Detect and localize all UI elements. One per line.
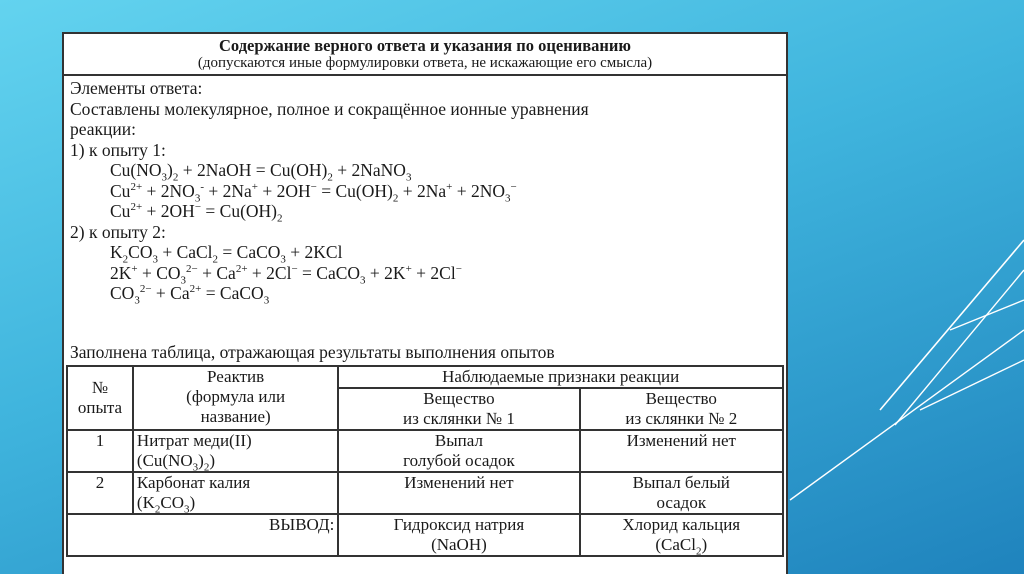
table-caption: Заполнена таблица, отражающая результаты выполнения опытов (70, 342, 555, 362)
table-header-row (67, 366, 783, 388)
header-substance-1: Вещество из склянки № 1 (338, 388, 579, 430)
equation-short-ionic-1: $Cu^{2+} + 2OH^- = Cu(OH)_2$ (110, 201, 283, 225)
equation-molecular-1: $Cu(NO_3)_2$ + 2NaOH = $Cu(OH)_2$ + 2NaNO$_3$ (110, 160, 412, 184)
table-conclusion-row (67, 514, 783, 556)
row-1-reagent: Нитрат меди(II) $(Cu(NO_3)_2)$ (133, 430, 338, 472)
equation-full-ionic-1: $Cu^{2+} + 2NO_3^- + 2Na^+ + 2OH^- = Cu(OH)_2 + 2Na^+ + 2NO_3^-$ (110, 180, 517, 204)
document-title: Содержание верного ответа и указания по оцениванию (219, 36, 631, 55)
row-1-substance-2: Изменений нет (580, 430, 783, 472)
document-subtitle: (допускаются иные формулировки ответа, не искажающие его смысла) (197, 55, 653, 71)
intro-line-1: Составлены молекулярное, полное и сокращённое ионные уравнения (70, 98, 589, 119)
header-reagent: Реактив (формула или название) (133, 366, 338, 430)
experiment-2-label: 2) к опыту 2: (70, 221, 166, 242)
conclusion-substance-1: Гидроксид натрия (NaOH) (338, 514, 579, 556)
row-1-number: 1 (67, 430, 133, 472)
row-1-substance-1: Выпал голубой осадок (338, 430, 579, 472)
row-2-number: 2 (67, 472, 133, 514)
header-substance-2: Вещество из склянки № 2 (580, 388, 783, 430)
table-row (67, 430, 783, 472)
equation-molecular-2: $K_2CO_3$ + CaCl$_2$ = CaCO$_3$ + 2KCl (110, 242, 343, 266)
row-2-substance-1: Изменений нет (338, 472, 579, 514)
intro-line-2: реакции: (70, 119, 136, 139)
results-table (66, 365, 784, 557)
equation-short-ionic-2: $CO_3^{2-} + Ca^{2+}$ = CaCO$_3$ (110, 283, 270, 307)
answer-document (62, 32, 788, 574)
row-2-reagent: Карбонат калия $(K_2CO_3)$ (133, 472, 338, 514)
elements-label: Элементы ответа: (70, 78, 203, 98)
document-header (64, 34, 786, 76)
conclusion-label: ВЫВОД: (67, 514, 338, 556)
equation-full-ionic-2: $2K^+ + CO_3^{2-} + Ca^{2+} + 2Cl^-$ = CaCO$_3$ + 2K+ + 2Cl− (110, 262, 462, 286)
table-row (67, 472, 783, 514)
header-experiment-number: № опыта (67, 366, 133, 430)
conclusion-substance-2: Хлорид кальция (CaCl$_2$) (580, 514, 783, 556)
answer-elements (70, 78, 782, 307)
header-observed-signs: Наблюдаемые признаки реакции (338, 366, 783, 388)
row-2-substance-2: Выпал белый осадок (580, 472, 783, 514)
experiment-1-label: 1) к опыту 1: (70, 139, 166, 160)
